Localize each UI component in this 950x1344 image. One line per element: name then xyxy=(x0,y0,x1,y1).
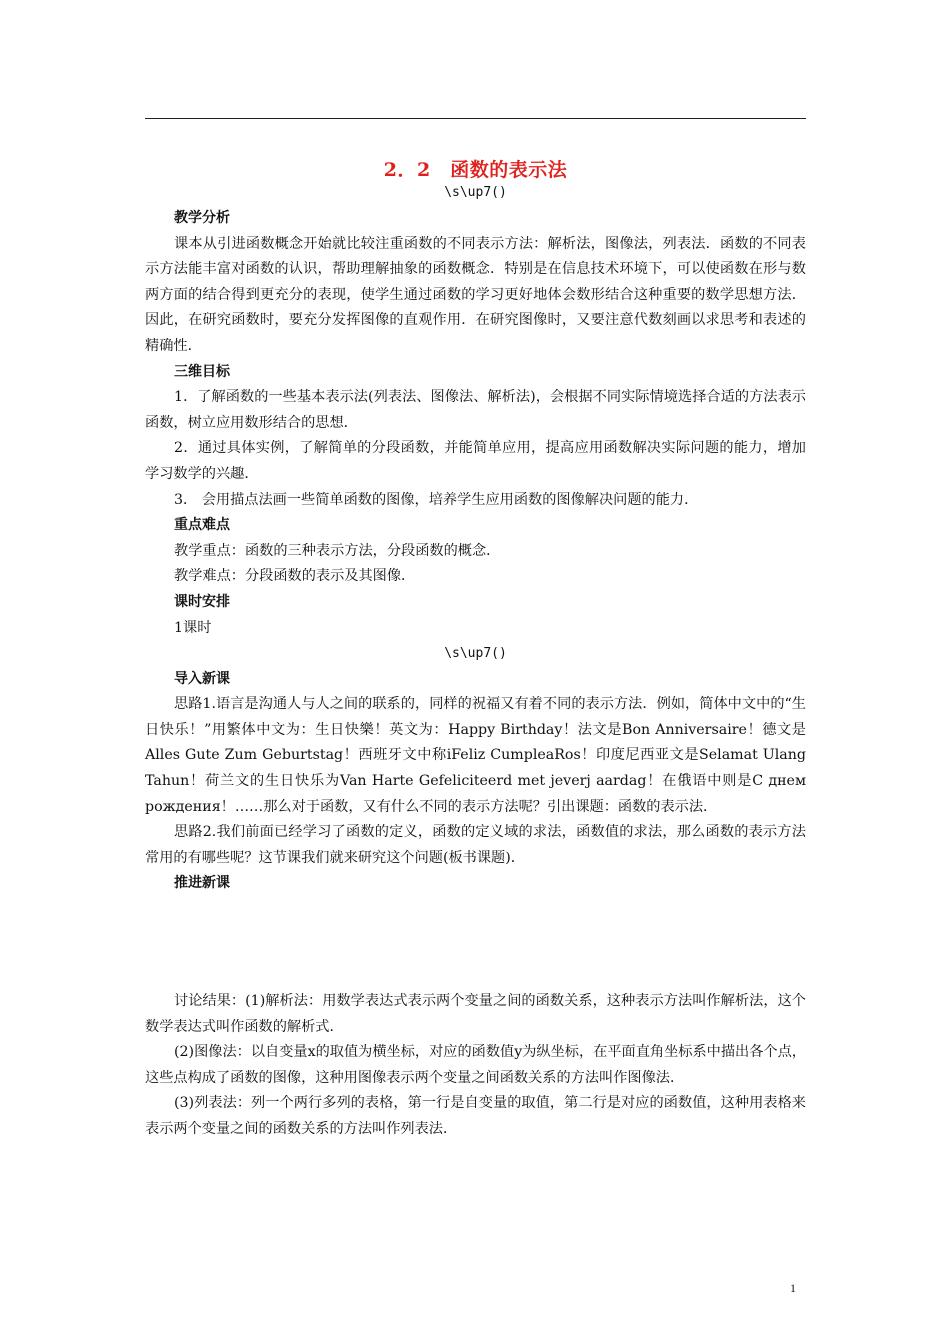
goal-item-3: 3． 会用描点法画一些简单函数的图像，培养学生应用函数的图像解决问题的能力． xyxy=(174,491,699,508)
section-heading-goals: 三维目标 xyxy=(174,363,230,380)
document-body xyxy=(145,156,806,1143)
intro-idea-2: 思路2.我们前面已经学习了函数的定义，函数的定义域的求法，函数值的求法，那么函数的表示方法常用的有哪些呢？这节课我们就来研究这个问题(板书课题)． xyxy=(145,824,806,866)
key-point: 教学重点：函数的三种表示方法，分段函数的概念． xyxy=(174,542,501,559)
section-heading-intro: 导入新课 xyxy=(174,670,230,687)
goal-item-1: 1．了解函数的一些基本表示法(列表法、图像法、解析法)，会根据不同实际情境选择合适的方法表示函数，树立应用数形结合的思想． xyxy=(145,389,806,431)
result-2: (2)图像法：以自变量x的取值为横坐标，对应的函数值y为纵坐标，在平面直角坐标系中描出各个点，这些点构成了函数的图像，这种用图像表示两个变量之间函数关系的方法叫作图像法． xyxy=(145,1044,806,1086)
section-heading-key: 重点难点 xyxy=(174,517,230,534)
result-1: 讨论结果：(1)解析法：用数学表达式表示两个变量之间的函数关系，这种表示方法叫作解析法，这个数学表达式叫作函数的解析式． xyxy=(145,993,806,1035)
page-number: 1 xyxy=(790,1281,796,1295)
schedule-text: 1课时 xyxy=(174,619,212,636)
blank-gap xyxy=(145,897,806,989)
field-code-line-2: \s\up7() xyxy=(444,646,507,662)
header-rule xyxy=(145,118,806,119)
difficult-point: 教学难点：分段函数的表示及其图像． xyxy=(174,568,416,585)
section-heading-analysis: 教学分析 xyxy=(174,210,230,226)
page-title: 2．2 函数的表示法 xyxy=(383,159,568,181)
intro-idea-1: 思路1.语言是沟通人与人之间的联系的，同样的祝福又有着不同的表示方法．例如，简体中文中的“生日快乐！”用繁体中文为：生日快樂！英文为：Happy Birthday！法文是Bon Anniversaire！德文是Alles Gute Zum Geburtstag！西班牙文中称iFeliz CumpleaRos！印度尼西亚文是Selamat Ulang Tahun！荷兰文的生日快乐为Van Harte Gefeliciteerd met jeverj aardag！在俄语中则是С днем рождения！……那么对于函数，又有什么不同的表示方法呢？引出课题：函数的表示法． xyxy=(145,696,806,815)
section-heading-advance: 推进新课 xyxy=(174,875,230,892)
result-3: (3)列表法：列一个两行多列的表格，第一行是自变量的取值，第二行是对应的函数值，这种用表格来表示两个变量之间的函数关系的方法叫作列表法． xyxy=(145,1095,806,1137)
analysis-paragraph: 课本从引进函数概念开始就比较注重函数的不同表示方法：解析法，图像法，列表法．函数的不同表示方法能丰富对函数的认识，帮助理解抽象的函数概念．特别是在信息技术环境下，可以使函数在形与数两方面的结合得到更充分的表现，使学生通过函数的学习更好地体会数形结合这种重要的数学思想方法．因此，在研究函数时，要充分发挥图像的直观作用．在研究图像时，又要注意代数刻画以求思考和表述的精确性． xyxy=(145,235,806,354)
field-code-line: \s\up7() xyxy=(444,185,507,200)
goal-item-2: 2．通过具体实例，了解简单的分段函数，并能简单应用，提高应用函数解决实际问题的能力，增加学习数学的兴趣． xyxy=(145,440,806,482)
section-heading-schedule: 课时安排 xyxy=(174,593,230,610)
